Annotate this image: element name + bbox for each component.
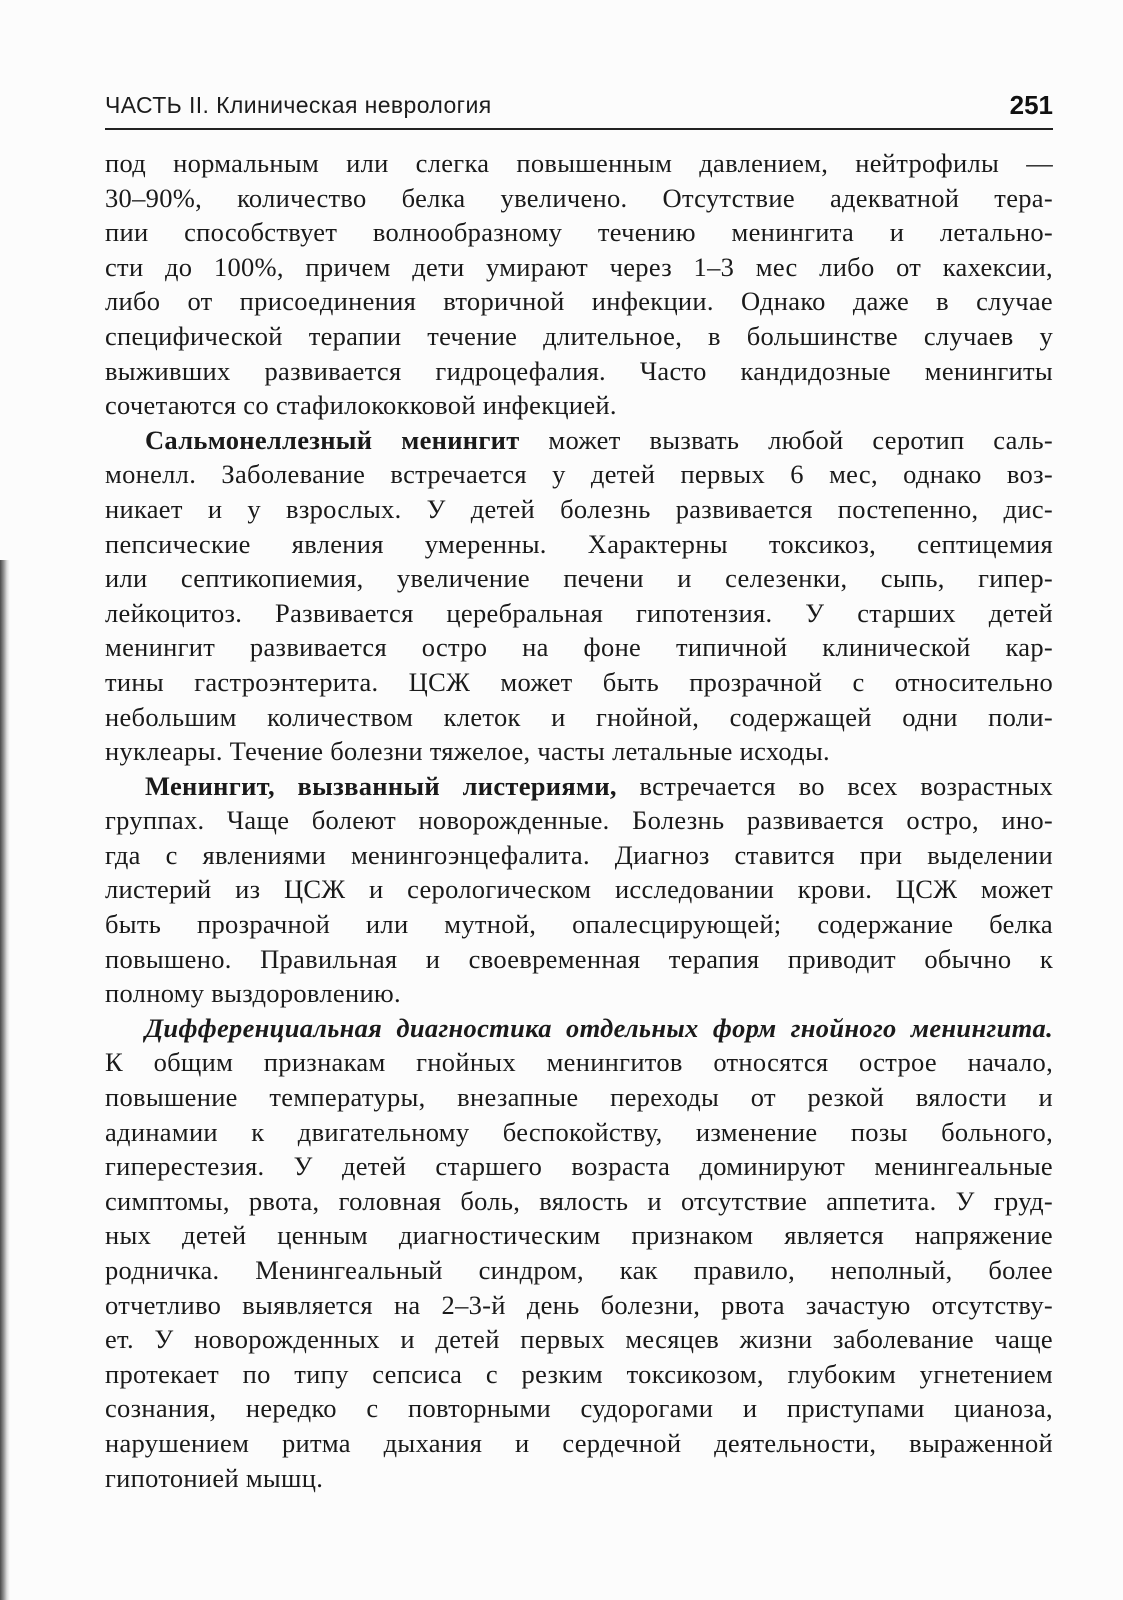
text-line: ных детей ценным диагностическим признаком является напряжение (105, 1220, 1053, 1251)
term-heading: Менингит, вызванный листериями, (145, 770, 617, 801)
text-line-first (105, 423, 1053, 458)
text-line: нуклеары. Течение болезни тяжелое, часты летальные исходы. (105, 736, 830, 767)
text-line: либо от присоединения вторичной инфекции. Однако даже в случае (105, 286, 1053, 317)
text-line: листерий из ЦСЖ и серологическом исследовании крови. ЦСЖ может (105, 874, 1053, 905)
text-line: адинамии к двигательному беспокойству, изменение позы больного, (105, 1116, 1053, 1147)
text-line: симптомы, рвота, головная боль, вялость и отсутствие аппетита. У груд- (105, 1185, 1053, 1216)
text-line: нарушением ритма дыхания и сердечной деятельности, выраженной (105, 1427, 1053, 1458)
text-line: пии способствует волнообразному течению менингита и летально- (105, 217, 1053, 248)
running-title: ЧАСТЬ II. Клиническая неврология (105, 92, 492, 118)
running-header (105, 92, 1053, 130)
paragraph-differential-diagnosis (105, 1011, 1053, 1495)
text-line: сознания, нередко с повторными судорогами и приступами цианоза, (105, 1393, 1053, 1424)
text-line: повышение температуры, внезапные переходы от резкой вялости и (105, 1082, 1053, 1113)
section-heading: Дифференциальная диагностика отдельных форм гнойного менингита. (145, 1012, 1053, 1043)
text-line: тины гастроэнтерита. ЦСЖ может быть прозрачной с относительно (105, 666, 1053, 697)
body-text (105, 146, 1053, 1495)
text-line: ет. У новорожденных и детей первых месяцев жизни заболевание чаще (105, 1324, 1053, 1355)
page-number: 251 (1009, 90, 1053, 120)
text-line: лейкоцитоз. Развивается церебральная гипотензия. У старших детей (105, 597, 1053, 628)
text-line: родничка. Менингеальный синдром, как правило, неполный, более (105, 1255, 1053, 1285)
page-binding-shadow (0, 560, 10, 1600)
text-line: гиперестезия. У детей старшего возраста доминируют менингеальные (105, 1151, 1053, 1182)
text-line: менингит развивается остро на фоне типичной клинической кар- (105, 632, 1053, 663)
section-heading-line (105, 1011, 1053, 1046)
text-line: монелл. Заболевание встречается у детей первых 6 мес, однако воз- (105, 459, 1053, 490)
text-line: гда с явлениями менингоэнцефалита. Диагноз ставится при выделении (105, 839, 1053, 870)
text-line: или септикопиемия, увеличение печени и селезенки, сыпь, гипер- (105, 563, 1053, 594)
text-line: 30–90%, количество белка увеличено. Отсутствие адекватной тера- (105, 182, 1053, 213)
text-line: пепсические явления умеренны. Характерны токсикоз, септицемия (105, 528, 1053, 559)
text-line: повышено. Правильная и своевременная терапия приводит обычно к (105, 943, 1053, 974)
paragraph-listeria-meningitis (105, 769, 1053, 1011)
text-line: быть прозрачной или мутной, опалесцирующей; содержание белка (105, 909, 1053, 940)
text-line: выживших развивается гидроцефалия. Часто кандидозные менингиты (105, 355, 1053, 386)
text-line: небольшим количеством клеток и гнойной, содержащей одни поли- (105, 701, 1053, 732)
term-heading: Сальмонеллезный менингит (145, 424, 520, 455)
text-line: полному выздоровлению. (105, 978, 401, 1009)
text-line-first (105, 769, 1053, 804)
text-run: может вызвать любой серотип саль- (519, 424, 1053, 455)
text-line: специфической терапии течение длительное, в большинстве случаев у (105, 320, 1053, 351)
text-line: никает и у взрослых. У детей болезнь развивается постепенно, дис- (105, 493, 1053, 524)
text-run: встречается во всех возрастных (616, 770, 1054, 801)
paragraph-continuation (105, 146, 1053, 423)
text-line: группах. Чаще болеют новорожденные. Болезнь развивается остро, ино- (105, 805, 1053, 836)
text-line: сочетаются со стафилококковой инфекцией. (105, 390, 617, 421)
text-line: протекает по типу сепсиса с резким токсикозом, глубоким угнетением (105, 1358, 1053, 1389)
text-line: сти до 100%, причем дети умирают через 1–3 мес либо от кахексии, (105, 251, 1053, 282)
text-line: отчетливо выявляется на 2–3-й день болезни, рвота зачастую отсутству- (105, 1289, 1053, 1320)
text-line: под нормальным или слегка повышенным давлением, нейтрофилы — (105, 148, 1053, 178)
text-line: К общим признакам гнойных менингитов относятся острое начало, (105, 1047, 1053, 1078)
paragraph-salmonella-meningitis (105, 423, 1053, 769)
text-line: гипотонией мышц. (105, 1462, 324, 1493)
